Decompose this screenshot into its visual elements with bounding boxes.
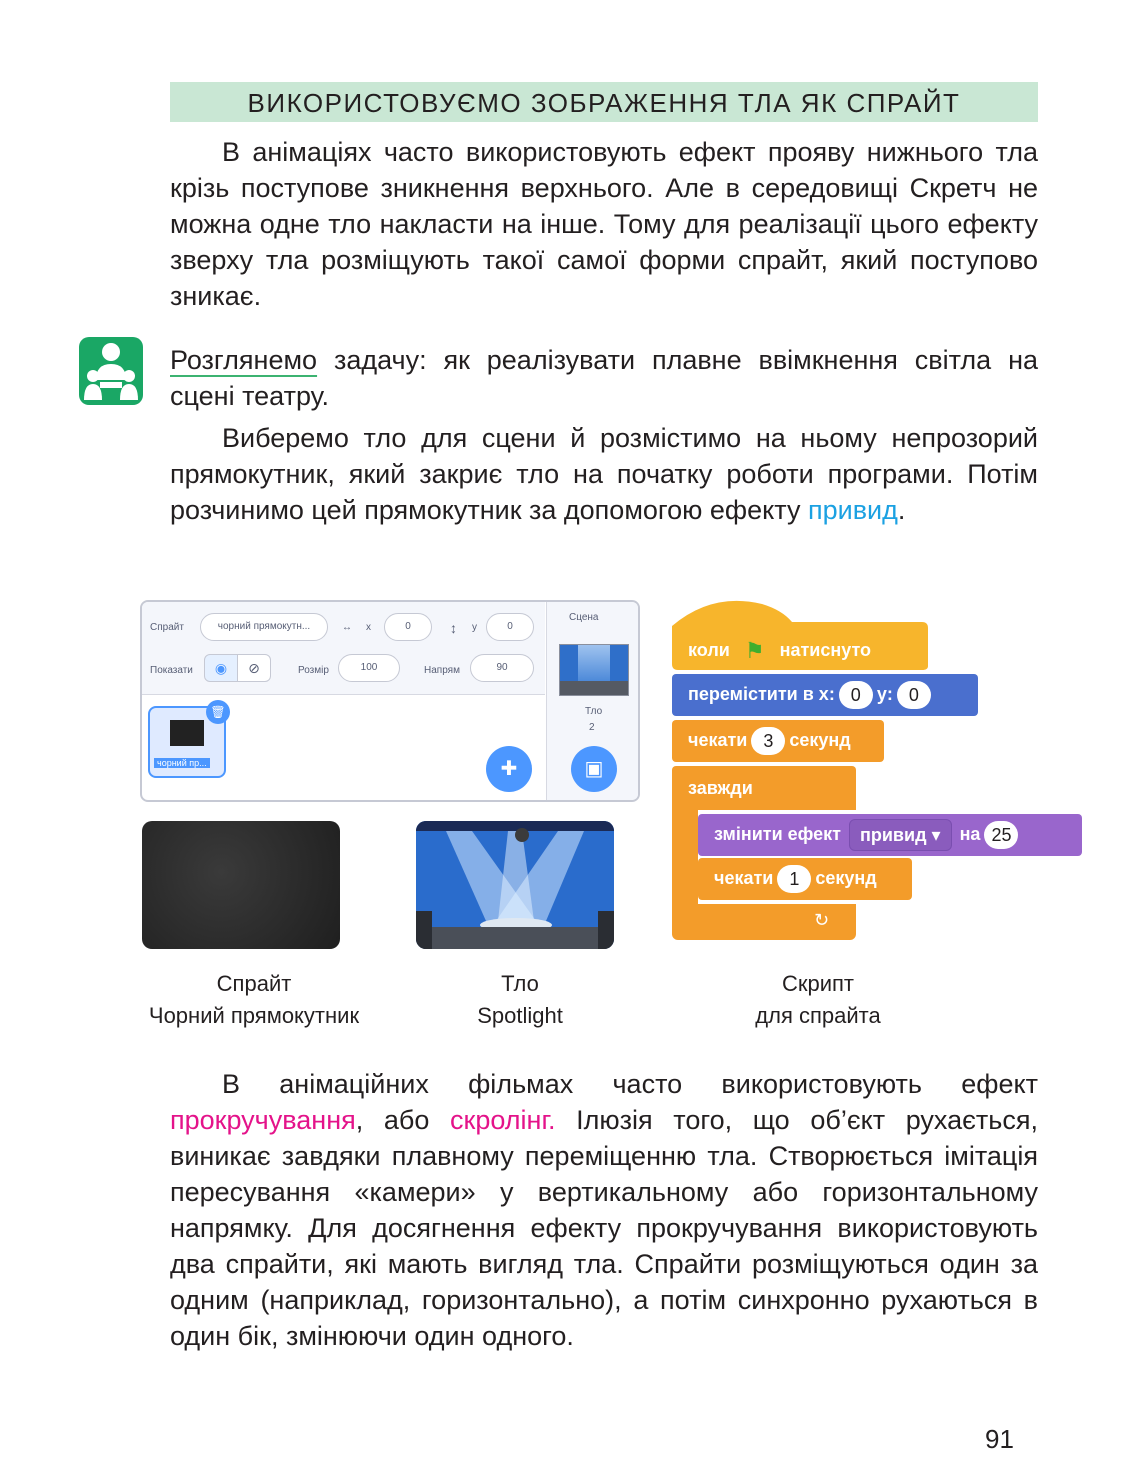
- backdrop-label: Тло: [585, 706, 603, 717]
- script-caption-line2: для спрайта: [755, 1003, 881, 1028]
- stage-column: [546, 602, 639, 800]
- goto-label: перемістити в x:: [688, 684, 835, 704]
- wait1-unit: секунд: [789, 730, 851, 750]
- effect-amount-input[interactable]: 25: [984, 821, 1018, 849]
- sprite-properties: [142, 602, 545, 695]
- stage-label: Сцена: [569, 612, 599, 623]
- intro-paragraph: В анімаціях часто використовують ефект прояву нижнього тла крізь поступове зникнення верхнього. Але в середовищі Скретч не можна одне тло накласти на інше. Тому для реалізації цього ефекту зверху тла розміщують такої самої форми спрайт, який поступово зникає.: [170, 137, 1038, 311]
- delete-trash-icon[interactable]: 🗑: [206, 700, 230, 724]
- green-flag-icon: ⚑: [744, 638, 765, 664]
- scratch-script: [670, 596, 1090, 946]
- direction-label: Напрям: [424, 665, 460, 676]
- scroll-term: прокручування: [170, 1105, 356, 1135]
- change-effect-block[interactable]: [698, 814, 1082, 856]
- direction-input[interactable]: 90: [470, 654, 534, 682]
- when-flag-clicked-block[interactable]: [672, 630, 928, 670]
- when-label: коли: [688, 640, 730, 660]
- black-rectangle-sprite: [142, 821, 340, 949]
- sprite-thumb-label: чорний пр...: [154, 758, 210, 768]
- page-number: 91: [985, 1424, 1014, 1454]
- backdrop-count: 2: [589, 722, 595, 733]
- loop-arrow-icon: ↻: [814, 910, 830, 930]
- spotlight-backdrop: [416, 821, 614, 949]
- wait2-input[interactable]: 1: [777, 865, 811, 893]
- wait-3-block[interactable]: [672, 720, 884, 762]
- choose-end: .: [897, 495, 906, 525]
- sprite-caption-line1: Спрайт: [216, 971, 292, 996]
- choose-sprite-cat-icon[interactable]: ✚: [486, 746, 532, 792]
- goto-xy-block[interactable]: [672, 674, 978, 716]
- scrolling-term: скролінг.: [450, 1105, 556, 1135]
- backdrop-caption-line1: Тло: [501, 971, 539, 996]
- scroll-text-1: В анімаційних фільмах часто використовують ефект: [222, 1069, 1038, 1099]
- script-caption: [700, 968, 936, 1032]
- forever-footer: [672, 904, 856, 940]
- size-input[interactable]: 100: [338, 654, 400, 682]
- choose-text: Виберемо тло для сцени й розмістимо на ньому непрозорий прямокутник, який закриє тло на початку роботи програми. Потім розчинимо цей прямокутник за допомогою ефекту: [170, 423, 1038, 525]
- show-label: Показати: [150, 665, 193, 676]
- wait1-input[interactable]: 3: [751, 727, 785, 755]
- goto-y-label: y:: [876, 684, 893, 704]
- hide-eye-icon[interactable]: ⊘: [237, 654, 271, 682]
- sprite-preview: [170, 720, 204, 746]
- show-eye-icon[interactable]: ◉: [204, 654, 238, 682]
- x-arrow-icon: ↔: [342, 622, 352, 633]
- scroll-text-2: , або: [355, 1105, 451, 1135]
- y-input[interactable]: 0: [486, 613, 534, 641]
- x-label: x: [366, 622, 371, 633]
- forever-arm: [672, 810, 698, 906]
- script-caption-line1: Скрипт: [781, 971, 855, 996]
- y-arrow-icon: ↕: [450, 620, 457, 636]
- wait2-unit: секунд: [815, 868, 877, 888]
- goto-y-input[interactable]: 0: [897, 681, 931, 709]
- x-input[interactable]: 0: [384, 613, 432, 641]
- discussion-icon: [78, 336, 144, 406]
- size-label: Розмір: [298, 665, 329, 676]
- dropdown-arrow-icon: ▾: [931, 825, 941, 846]
- by-label: на: [959, 824, 981, 844]
- section-heading: ВИКОРИСТОВУЄМО ЗОБРАЖЕННЯ ТЛА ЯК СПРАЙТ: [170, 82, 1038, 122]
- clicked-label: натиснуто: [779, 640, 872, 660]
- stage-thumbnail[interactable]: [559, 644, 629, 696]
- task-text: задачу: як реалізувати плавне ввімкнення світла на сцені театру.: [170, 345, 1038, 411]
- sprite-caption-line2: Чорний прямокутник: [148, 1003, 360, 1028]
- scroll-text-3: Ілюзія того, що об’єкт рухається, виникає завдяки плавному переміщенню тла. Створюється імітація пересування «камери» у вертикальному або горизонтальному напрямку. Для досягнення ефекту прокручування використовують два спрайти, які мають вигляд тла. Спрайти розміщуються один за одним (наприклад, горизонтально), а потім синхронно рухаються в один бік, змінюючи один одного.: [170, 1105, 1038, 1351]
- goto-x-input[interactable]: 0: [839, 681, 873, 709]
- change-label: змінити ефект: [714, 824, 841, 844]
- choose-paragraph: [170, 420, 1038, 528]
- choose-backdrop-icon[interactable]: ▣: [571, 746, 617, 792]
- y-label: y: [472, 622, 477, 633]
- task-paragraph: [170, 342, 1038, 414]
- wait-1-block[interactable]: [698, 858, 912, 900]
- wait1-label: чекати: [688, 730, 748, 750]
- forever-label: завжди: [688, 778, 753, 798]
- effect-dropdown[interactable]: [849, 819, 952, 851]
- sprite-name-input[interactable]: чорний прямокутн...: [200, 613, 328, 641]
- sprite-caption: [120, 968, 388, 1032]
- sprite-info-panel: [140, 600, 640, 802]
- sprite-thumbnail[interactable]: [148, 706, 226, 778]
- sprite-label: Спрайт: [150, 622, 184, 633]
- wait2-label: чекати: [714, 868, 774, 888]
- backdrop-caption: [416, 968, 624, 1032]
- ghost-term: привид: [807, 495, 898, 525]
- task-lead: Розглянемо: [170, 345, 318, 375]
- effect-value: привид: [860, 825, 927, 846]
- scroll-paragraph: [170, 1066, 1038, 1354]
- backdrop-caption-line2: Spotlight: [477, 1003, 563, 1028]
